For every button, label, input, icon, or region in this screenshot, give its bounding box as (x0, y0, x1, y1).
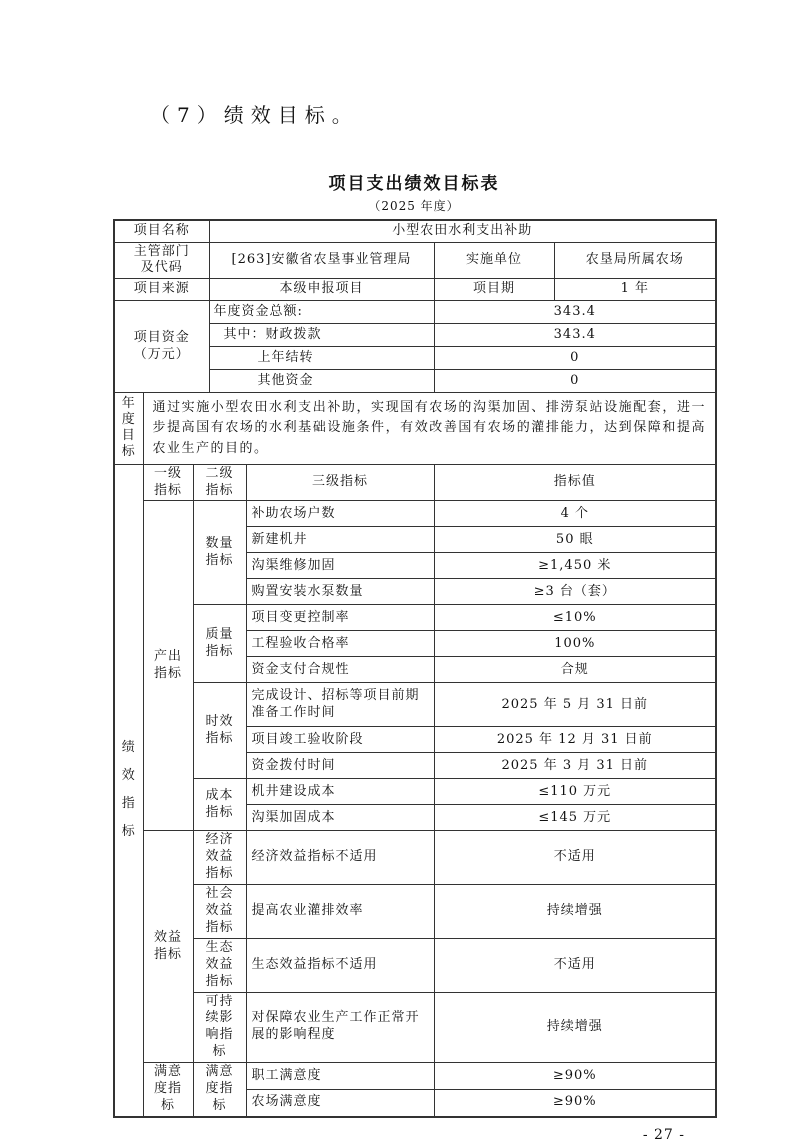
indicator-value: ≥90% (434, 1063, 716, 1090)
performance-side-label: 绩效指标 (114, 464, 143, 1117)
header-level1: 一级指标 (143, 464, 193, 501)
indicator-name: 职工满意度 (246, 1063, 434, 1090)
funds-total-label: 年度资金总额: (209, 301, 434, 324)
annual-goal-text: 通过实施小型农田水利支出补助，实现国有农场的沟渠加固、排涝泵站设施配套，进一步提高国有农场的水利基础设施条件，有效改善国有农场的灌排能力，达到保障和提高农业生产的目的。 (143, 393, 716, 464)
level2-sustainable: 可持续影响指标 (193, 992, 246, 1063)
indicator-name: 沟渠加固成本 (246, 805, 434, 831)
indicator-value: 2025 年 5 月 31 日前 (434, 683, 716, 727)
indicator-value: 2025 年 3 月 31 日前 (434, 753, 716, 779)
impl-unit-value: 农垦局所属农场 (554, 242, 716, 279)
annual-goal-label: 年度目标 (114, 393, 143, 464)
indicator-value: ≥90% (434, 1090, 716, 1117)
funds-other-label: 其他资金 (209, 370, 434, 393)
department-label: 主管部门 及代码 (114, 242, 209, 279)
level2-satisfaction: 满意度指标 (193, 1063, 246, 1117)
period-value: 1 年 (554, 279, 716, 301)
indicator-name: 对保障农业生产工作正常开展的影响程度 (246, 992, 434, 1063)
level2-timeliness: 时效指标 (193, 683, 246, 779)
indicator-value: ≥3 台（套） (434, 579, 716, 605)
indicator-name: 购置安装水泵数量 (246, 579, 434, 605)
indicator-name: 项目变更控制率 (246, 605, 434, 631)
indicator-value: 不适用 (434, 938, 716, 992)
indicator-value: ≤110 万元 (434, 779, 716, 805)
indicator-name: 经济效益指标不适用 (246, 831, 434, 885)
indicator-name: 提高农业灌排效率 (246, 885, 434, 939)
funds-total-value: 343.4 (434, 301, 716, 324)
project-name-label: 项目名称 (114, 220, 209, 242)
impl-unit-label: 实施单位 (434, 242, 554, 279)
funds-fiscal-value: 343.4 (434, 324, 716, 347)
funds-other-value: 0 (434, 370, 716, 393)
indicator-value: 50 眼 (434, 527, 716, 553)
table-title-block (113, 172, 715, 215)
period-label: 项目期 (434, 279, 554, 301)
table-subtitle: （2025 年度） (368, 199, 460, 213)
indicator-value: ≤145 万元 (434, 805, 716, 831)
source-value: 本级申报项目 (209, 279, 434, 301)
indicator-value: 持续增强 (434, 992, 716, 1063)
table-title: 项目支出绩效目标表 (328, 174, 500, 194)
level2-cost: 成本指标 (193, 779, 246, 831)
indicator-name: 项目竣工验收阶段 (246, 727, 434, 753)
project-name-value: 小型农田水利支出补助 (209, 220, 716, 242)
indicator-value: 合规 (434, 657, 716, 683)
indicator-name: 工程验收合格率 (246, 631, 434, 657)
header-level3: 三级指标 (246, 464, 434, 501)
indicator-name: 农场满意度 (246, 1090, 434, 1117)
header-value: 指标值 (434, 464, 716, 501)
section-heading: （7）绩效目标。 (150, 103, 359, 127)
level2-quality: 质量指标 (193, 605, 246, 683)
indicator-name: 机井建设成本 (246, 779, 434, 805)
indicator-name: 资金支付合规性 (246, 657, 434, 683)
indicator-name: 资金拨付时间 (246, 753, 434, 779)
level2-economic: 经济效益指标 (193, 831, 246, 885)
indicator-value: 4 个 (434, 501, 716, 527)
indicator-name: 新建机井 (246, 527, 434, 553)
funds-label: 项目资金 （万元） (114, 301, 209, 393)
header-level2: 二级指标 (193, 464, 246, 501)
indicator-value: 2025 年 12 月 31 日前 (434, 727, 716, 753)
level1-benefit: 效益指标 (143, 831, 193, 1063)
indicator-value: 不适用 (434, 831, 716, 885)
indicator-name: 补助农场户数 (246, 501, 434, 527)
funds-carryover-value: 0 (434, 347, 716, 370)
funds-fiscal-label: 其中：财政拨款 (209, 324, 434, 347)
source-label: 项目来源 (114, 279, 209, 301)
indicator-name: 生态效益指标不适用 (246, 938, 434, 992)
level2-ecological: 生态效益指标 (193, 938, 246, 992)
page-number: - 27 - (642, 1126, 685, 1143)
level2-quantity: 数量指标 (193, 501, 246, 605)
indicator-value: ≤10% (434, 605, 716, 631)
performance-target-table (113, 219, 717, 1118)
funds-carryover-label: 上年结转 (209, 347, 434, 370)
level1-satisfaction: 满意度指标 (143, 1063, 193, 1117)
department-value: [263]安徽省农垦事业管理局 (209, 242, 434, 279)
level1-output: 产出指标 (143, 501, 193, 831)
indicator-value: 持续增强 (434, 885, 716, 939)
indicator-value: 100% (434, 631, 716, 657)
indicator-name: 沟渠维修加固 (246, 553, 434, 579)
indicator-name: 完成设计、招标等项目前期准备工作时间 (246, 683, 434, 727)
indicator-value: ≥1,450 米 (434, 553, 716, 579)
level2-social: 社会效益指标 (193, 885, 246, 939)
